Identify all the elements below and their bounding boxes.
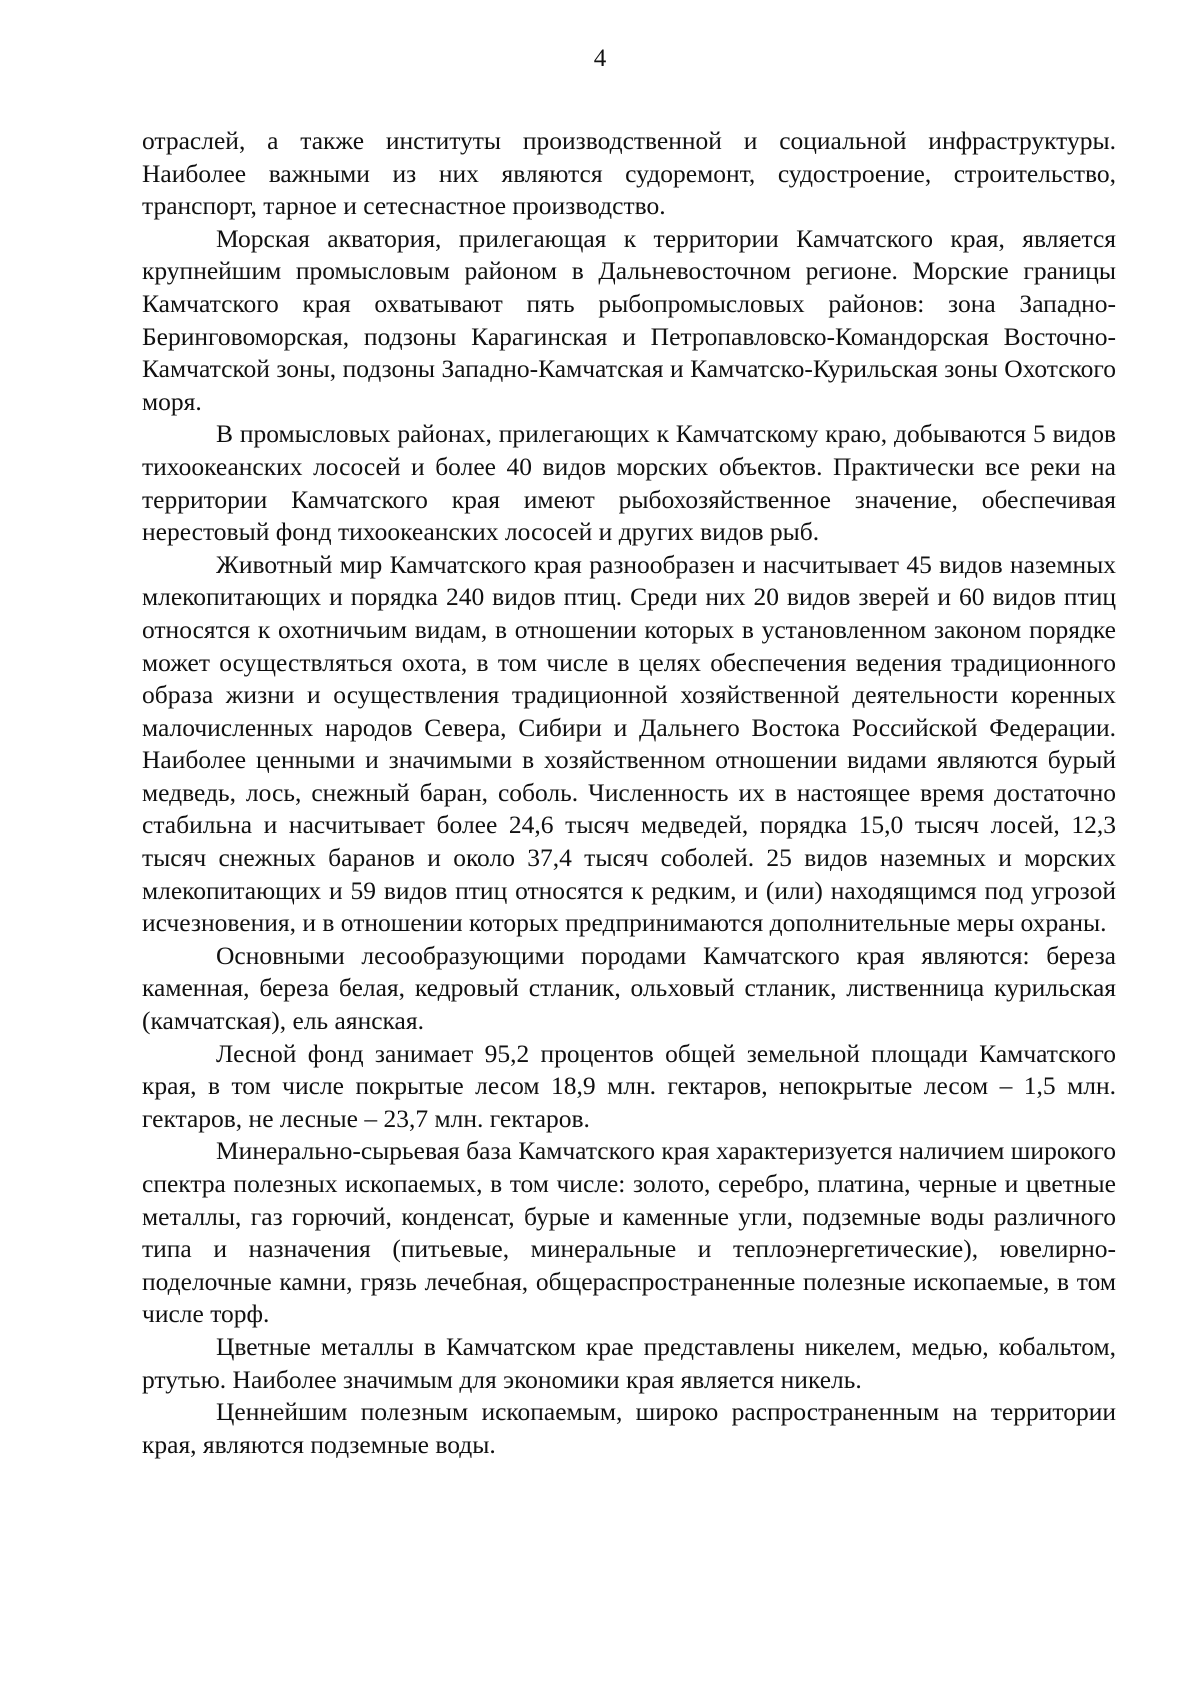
paragraph-forest-fund: Лесной фонд занимает 95,2 процентов общей земельной площади Камчатского края, в том числе покрытые лесом 18,9 млн. гектаров, непокрытые лесом – 1,5 млн. гектаров, не лесные – 23,7 млн. гектаров. bbox=[142, 1038, 1116, 1133]
paragraph-fishing-districts: В промысловых районах, прилегающих к Камчатскому краю, добываются 5 видов тихоокеанских лососей и более 40 видов морских объектов. Практически все реки на территории Камчатского края имеют рыбохозяйственное значение, обеспечивая нерестовый фонд тихоокеанских лососей и других видов рыб. bbox=[142, 419, 1116, 547]
paragraph-continuation: отраслей, а также институты производственной и социальной инфраструктуры. Наиболее важными из них являются судоремонт, судостроение, строительство, транспорт, тарное и сетеснастное производство. bbox=[142, 126, 1116, 221]
paragraph-nonferrous-metals: Цветные металлы в Камчатском крае представлены никелем, медью, кобальтом, ртутью. Наиболее значимым для экономики края является никель. bbox=[142, 1331, 1116, 1394]
page-number: 4 bbox=[593, 45, 607, 72]
paragraph-wildlife: Животный мир Камчатского края разнообразен и насчитывает 45 видов наземных млекопитающих и порядка 240 видов птиц. Среди них 20 видов зверей и 60 видов птиц относятся к охотничьим видам, в отношении которых в установленном законом порядке может осуществляться охота, в том числе в целях обеспечения ведения традиционного образа жизни и осуществления традиционной хозяйственной деятельности коренных малочисленных народов Севера, Сибири и Дальнего Востока Российской Федерации. Наиболее ценными и значимыми в хозяйственном отношении видами являются бурый медведь, лось, снежный баран, соболь. Численность их в настоящее время достаточно стабильна и насчитывает более 24,6 тысяч медведей, порядка 15,0 тысяч лосей, 12,3 тысяч снежных баранов и около 37,4 тысяч соболей. 25 видов наземных и морских млекопитающих и 59 видов птиц относятся к редким, и (или) находящимся под угрозой исчезновения, и в отношении которых предпринимаются дополнительные меры охраны. bbox=[142, 549, 1116, 938]
body-text bbox=[142, 125, 1116, 1461]
paragraph-mineral-base: Минерально-сырьевая база Камчатского края характеризуется наличием широкого спектра полезных ископаемых, в том числе: золото, серебро, платина, черные и цветные металлы, газ горючий, конденсат, бурые и каменные угли, подземные воды различного типа и назначения (питьевые, минеральные и теплоэнергетические), ювелирно-поделочные камни, грязь лечебная, общераспространенные полезные ископаемые, в том числе торф. bbox=[142, 1136, 1116, 1329]
paragraph-groundwater: Ценнейшим полезным ископаемым, широко распространенным на территории края, являются подземные воды. bbox=[142, 1397, 1116, 1459]
paragraph-marine-area: Морская акватория, прилегающая к территории Камчатского края, является крупнейшим промысловым районом в Дальневосточном регионе. Морские границы Камчатского края охватывают пять рыбопромысловых районов: зона Западно-Беринговоморская, подзоны Карагинская и Петропавловско-Командорская Восточно-Камчатской зоны, подзоны Западно-Камчатская и Камчатско-Курильская зоны Охотского моря. bbox=[142, 223, 1116, 416]
paragraph-forest-species: Основными лесообразующими породами Камчатского края являются: береза каменная, береза белая, кедровый стланик, ольховый стланик, лиственница курильская (камчатская), ель аянская. bbox=[142, 940, 1116, 1036]
